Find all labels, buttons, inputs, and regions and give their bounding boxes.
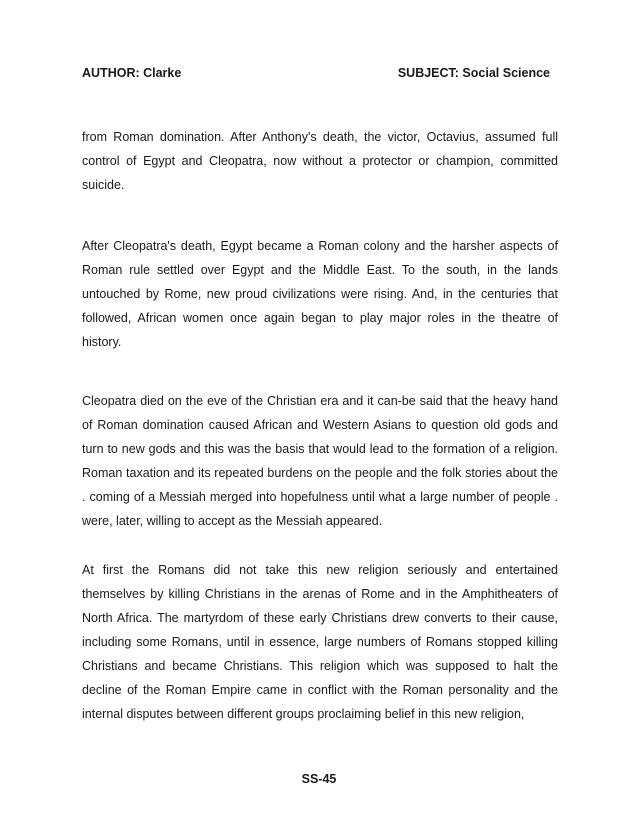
author-label: AUTHOR: Clarke (82, 66, 182, 80)
paragraph-4: At first the Romans did not take this new religion seriously and entertained themselves by killing Christians in the arenas of Rome and in the Amphitheaters of North Africa. The martyrdom of these early Christians drew converts to their cause, including some Romans, until in essence, large numbers of Romans stopped killing Christians and became Christians. This religion which was supposed to halt the decline of the Roman Empire came in conflict with the Roman personality and the internal disputes between different groups proclaiming belief in this new religion, (82, 563, 558, 721)
subject-label: SUBJECT: Social Science (397, 66, 550, 80)
paragraph-2: After Cleopatra's death, Egypt became a Roman colony and the harsher aspects of Roman rule settled over Egypt and the Middle East. To the south, in the lands untouched by Rome, new proud civilizations were rising. And, in the centuries that followed, African women once again began to play major roles in the theatre of history. (82, 239, 558, 349)
page-number: SS-45 (301, 772, 337, 786)
paragraph-1: from Roman domination. After Anthony's death, the victor, Octavius, assumed full control of Egypt and Cleopatra, now without a protector or champion, committed suicide. (82, 130, 558, 192)
paragraph-3: Cleopatra died on the eve of the Christian era and it can-be said that the heavy hand of Roman domination caused African and Western Asians to question old gods and turn to new gods and this was the basis that would lead to the formation of a religion. Roman taxation and its repeated burdens on the people and the folk stories about the . coming of a Messiah merged into hopefulness until what a large number of people . were, later, willing to accept as the Messiah appeared. (82, 394, 558, 528)
